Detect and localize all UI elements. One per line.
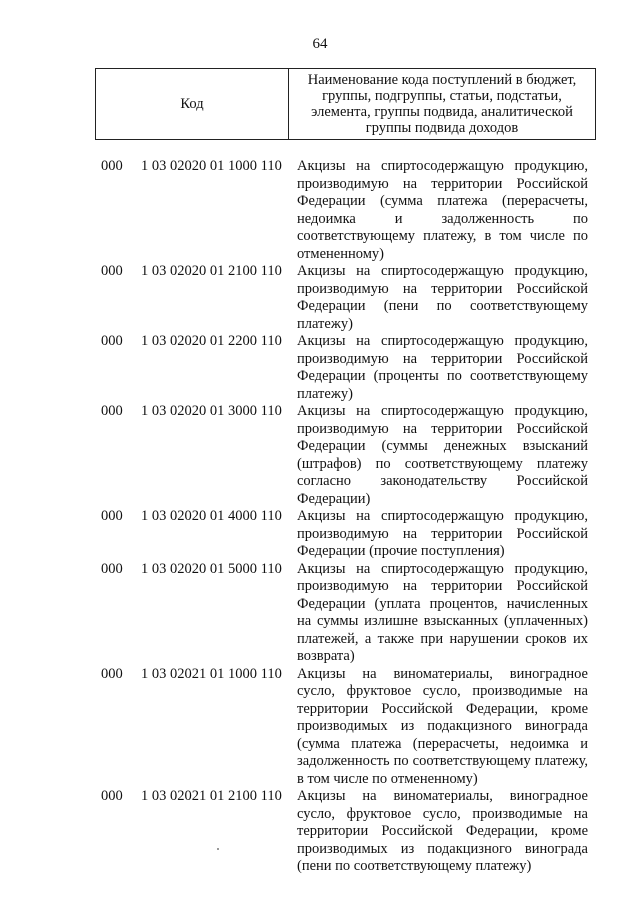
row-admin-code: 000 [101, 333, 123, 349]
row-admin-code: 000 [101, 665, 123, 682]
row-description: Акцизы на виноматериалы, виноградное сусло, фруктовое сусло, производимые на территории Российской Федерации, кроме производимых из подакцизного винограда (пени по соответствующему платежу) [297, 788, 588, 874]
row-description: Акцизы на спиртосодержащую продукцию, производимую на территории Российской Федерации (уплата процентов, начисленных на суммы излишне взысканных (уплаченных) платежей, а также при нарушении сроков их возврата) [297, 560, 588, 664]
row-admin-code: 000 [101, 403, 123, 419]
row-admin-code: 000 [101, 508, 123, 524]
row-admin-code: 000 [101, 158, 123, 174]
row-description: Акцизы на спиртосодержащую продукцию, производимую на территории Российской Федерации (проценты по соответствующему платежу) [297, 333, 588, 402]
row-revenue-code: 1 03 02021 01 1000 110 [141, 665, 282, 682]
row-description: Акцизы на спиртосодержащую продукцию, производимую на территории Российской Федерации (сумма платежа (перерасчеты, недоимка и задолженность по соответствующему платежу, в том числе по отмененному) [297, 158, 588, 262]
row-description: Акцизы на спиртосодержащую продукцию, производимую на территории Российской Федерации (прочие поступления) [297, 508, 588, 559]
header-name-column: Наименование кода поступлений в бюджет, группы, подгруппы, статьи, подстатьи, элемента, группы подвида, аналитической группы подвида доходов [307, 72, 577, 136]
row-admin-code: 000 [101, 263, 123, 279]
table-row [0, 158, 640, 263]
row-revenue-code: 1 03 02020 01 2100 110 [141, 263, 282, 279]
row-description: Акцизы на спиртосодержащую продукцию, производимую на территории Российской Федерации (суммы денежных взысканий (штрафов) по соответствующему платежу согласно законодательству Российской Федерации) [297, 403, 588, 507]
scan-speck [217, 848, 219, 850]
table-row [0, 508, 640, 561]
row-revenue-code: 1 03 02021 01 2100 110 [141, 788, 282, 804]
table-row [0, 561, 640, 666]
table-body [0, 158, 640, 876]
table-row [0, 403, 640, 508]
row-revenue-code: 1 03 02020 01 1000 110 [141, 158, 282, 174]
table-row [0, 788, 640, 876]
row-revenue-code: 1 03 02020 01 2200 110 [141, 333, 282, 349]
row-revenue-code: 1 03 02020 01 3000 110 [141, 403, 282, 419]
row-revenue-code: 1 03 02020 01 5000 110 [141, 560, 282, 577]
page-number: 64 [312, 36, 328, 52]
row-description: Акцизы на виноматериалы, виноградное сусло, фруктовое сусло, производимые на территории Российской Федерации, кроме производимых из подакцизного винограда (сумма платежа (перерасчеты, недоимка и задолженность по соответствующему платежу, в том числе по отмененному) [297, 665, 588, 787]
header-code-column: Код [96, 69, 289, 139]
row-description: Акцизы на спиртосодержащую продукцию, производимую на территории Российской Федерации (пени по соответствующему платежу) [297, 263, 588, 332]
table-row [0, 333, 640, 403]
row-admin-code: 000 [101, 560, 123, 577]
row-admin-code: 000 [101, 788, 123, 804]
table-row [0, 666, 640, 789]
table-row [0, 263, 640, 333]
row-revenue-code: 1 03 02020 01 4000 110 [141, 508, 282, 524]
table-header [95, 68, 596, 140]
